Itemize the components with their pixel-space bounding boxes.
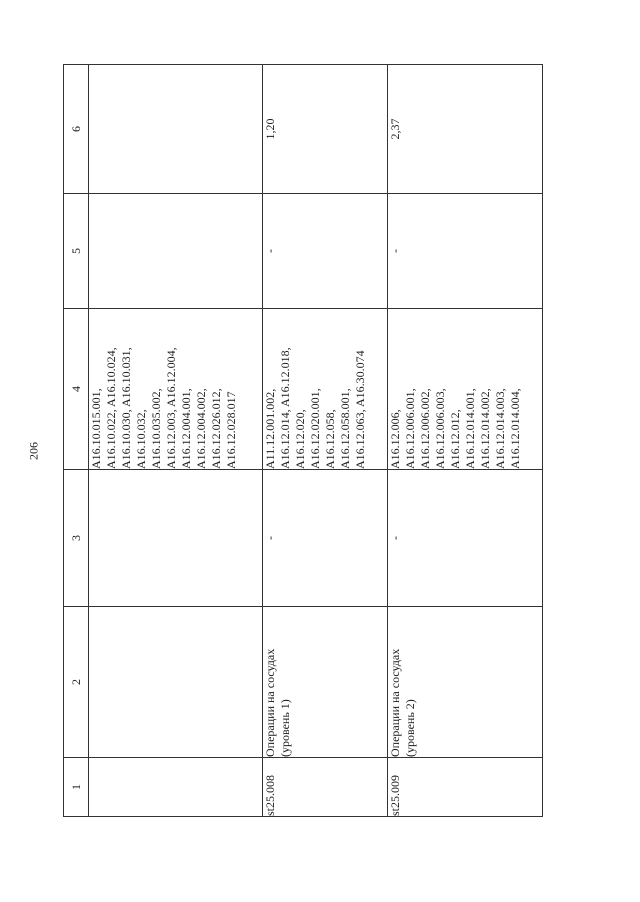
row-name: Операции на сосудах (уровень 1) (263, 607, 388, 758)
cont-cell-name (89, 607, 263, 758)
rotated-table-container (63, 65, 542, 817)
cont-cell-col5 (89, 194, 263, 309)
code-line: A16.12.004.001, (179, 388, 193, 469)
code-line: A16.12.058.001, (338, 388, 352, 469)
code-line: A16.12.006.003, (433, 388, 447, 469)
row-codes (388, 309, 543, 470)
header-cell-1: 1 (64, 758, 89, 817)
code-line: A16.12.003, A16.12.004, (164, 347, 178, 469)
table-row-st25-008 (263, 65, 388, 817)
code-line: A16.12.006.002, (418, 388, 432, 469)
code-line: A16.12.020, (293, 409, 307, 469)
table-header-row (64, 65, 89, 817)
code-line: A16.12.006, (388, 409, 402, 469)
row-col5: - (388, 194, 543, 309)
row-code: st25.009 (388, 758, 543, 817)
code-line: A16.12.028.017 (224, 391, 238, 469)
row-coefficient: 1,20 (263, 65, 388, 194)
code-line: A16.10.030, A16.10.031, (119, 347, 133, 469)
code-line: A11.12.001.002, (263, 388, 277, 469)
header-cell-2: 2 (64, 607, 89, 758)
cont-cell-codes (89, 309, 263, 470)
code-line: A16.10.015.001, (89, 388, 103, 469)
page-number: 206 (26, 442, 41, 460)
code-line: A16.12.063, A16.30.074 (353, 350, 367, 469)
code-line: A16.12.014.003, (493, 388, 507, 469)
code-line: A16.10.032, (134, 409, 148, 469)
table-row-st25-009 (388, 65, 543, 817)
table-row-continuation (89, 65, 263, 817)
row-col3: - (263, 470, 388, 607)
row-codes (263, 309, 388, 470)
row-col3: - (388, 470, 543, 607)
code-line: A16.12.014.001, (463, 388, 477, 469)
header-cell-4: 4 (64, 309, 89, 470)
cont-cell-col3 (89, 470, 263, 607)
row-code: st25.008 (263, 758, 388, 817)
row-coefficient: 2,37 (388, 65, 543, 194)
code-line: A16.10.022, A16.10.024, (104, 347, 118, 469)
tariff-table (63, 64, 543, 817)
code-line: A16.12.014.002, (478, 388, 492, 469)
header-cell-3: 3 (64, 470, 89, 607)
row-col5: - (263, 194, 388, 309)
code-line: A16.12.026.012, (209, 388, 223, 469)
code-line: A16.12.012, (448, 409, 462, 469)
row-name: Операции на сосудах (уровень 2) (388, 607, 543, 758)
code-line: A16.12.014.004, (508, 388, 522, 469)
header-cell-6: 6 (64, 65, 89, 194)
cont-cell-coefficient (89, 65, 263, 194)
code-line: A16.12.006.001, (403, 388, 417, 469)
code-line: A16.12.058, (323, 409, 337, 469)
cont-cell-code (89, 758, 263, 817)
code-line: A16.12.020.001, (308, 388, 322, 469)
code-line: A16.10.035.002, (149, 388, 163, 469)
code-line: A16.12.004.002, (194, 388, 208, 469)
code-line: A16.12.014, A16.12.018, (278, 347, 292, 469)
header-cell-5: 5 (64, 194, 89, 309)
